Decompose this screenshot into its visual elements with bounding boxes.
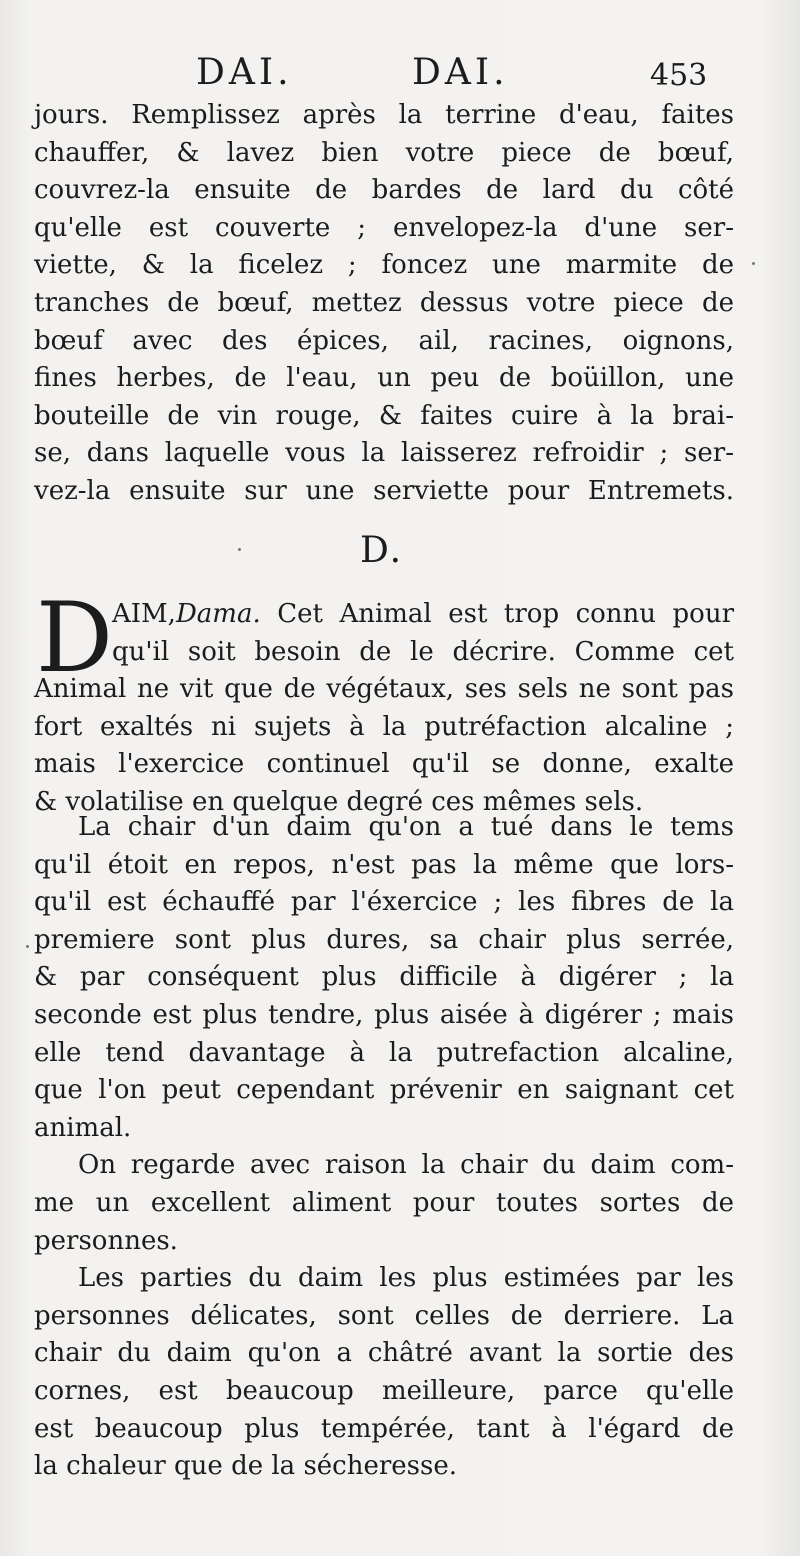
text-line: La chair d'un daim qu'on a tué dans le tems [78,812,734,842]
text-line: chauffer, & lavez bien votre piece de bœuf, [34,137,734,168]
text-line: On regarde avec raison la chair du daim com- [78,1150,734,1181]
entry-daim [34,596,734,822]
text-line: premiere sont plus dures, sa chair plus serrée, [34,924,734,955]
text-line: personnes délicates, sont celles de derriere. La [34,1300,734,1331]
entry-first-line [34,596,734,634]
text-line: qu'elle est couverte ; envelopez-la d'une ser- [34,212,734,243]
text-line: & volatilise en quelque degré ces mêmes sels. [34,786,644,817]
running-head-right: DAI. [412,52,509,93]
text-line: animal. [34,1112,132,1143]
page-number: 453 [650,58,708,93]
drop-cap-initial: D [36,582,113,694]
text-line: vez-la ensuite sur une serviette pour Entremets. [34,475,734,506]
text-line: bouteille de vin rouge, & faites cuire à la brai- [34,400,734,431]
entry-headword: AIM, [112,599,176,629]
text-line: se, dans laquelle vous la laisserez refroidir ; ser- [34,438,734,469]
text-line: est beaucoup plus tempérée, tant à l'égard de [34,1413,734,1444]
text-line: fines herbes, de l'eau, un peu de boüillon, une [34,363,734,394]
text-line: viette, & la ficelez ; foncez une marmite de [34,250,734,281]
continuation-paragraph [34,97,734,511]
ink-speck [26,945,29,948]
entry-latin-name: Dama. [175,599,261,629]
text-line: cornes, est beaucoup meilleure, parce qu'elle [34,1375,734,1406]
body-paragraphs [34,809,734,1486]
text-line: la chaleur que de la sécheresse. [34,1451,458,1482]
text-line: me un excellent aliment pour toutes sortes de [34,1187,734,1218]
text-line: couvrez-la ensuite de bardes de lard du côté [34,175,734,206]
text-line: & par conséquent plus difficile à digérer ; la [34,962,734,993]
section-letter: D. [360,530,404,571]
text-line: bœuf avec des épices, ail, racines, oignons, [34,325,734,356]
text-line: qu'il étoit en repos, n'est pas la même que lors- [34,849,734,880]
ink-speck [752,262,755,265]
text-line: tranches de bœuf, mettez dessus votre piece de [34,287,734,318]
text-line: fort exaltés ni sujets à la putréfaction alcaline ; [34,711,734,742]
text-line: qu'il soit besoin de le décrire. Comme cet [112,636,734,667]
text-line: elle tend davantage à la putrefaction alcaline, [34,1037,734,1068]
text-line: Les parties du daim les plus estimées par les [78,1263,734,1294]
running-head-left: DAI. [196,52,293,93]
ink-speck [238,548,241,551]
text-line: chair du daim qu'on a châtré avant la sortie des [34,1338,734,1369]
text-line: Animal ne vit que de végétaux, ses sels ne sont pas [34,674,734,705]
text-line: qu'il est échauffé par l'éxercice ; les fibres de la [34,887,734,918]
entry-first-line-rest: Cet Animal est trop connu pour [277,599,734,629]
text-line: mais l'exercice continuel qu'il se donne, exalte [34,749,734,780]
text-line: que l'on peut cependant prévenir en saignant cet [34,1075,734,1106]
running-head [0,52,800,102]
text-line: jours. Remplissez après la terrine d'eau, faites [34,100,734,130]
text-line: personnes. [34,1225,178,1256]
text-line: seconde est plus tendre, plus aisée à digérer ; mais [34,999,734,1030]
